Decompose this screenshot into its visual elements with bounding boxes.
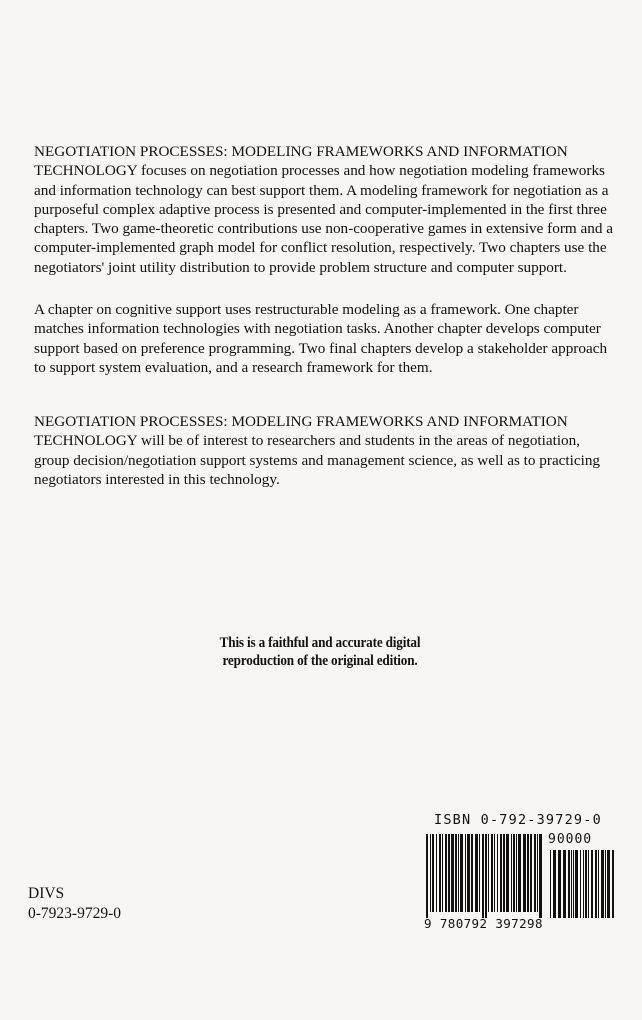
barcode-bar xyxy=(518,834,521,912)
description-paragraph-2: A chapter on cognitive support uses restructurable modeling as a framework. One chapter matches information technologies with negotiation tasks. Another chapter develops computer support based on preference programming. Two final chapters develop a stakeholder approach to support system evaluation, and a research framework for them. xyxy=(34,301,608,376)
addon-bar xyxy=(595,850,597,918)
description-paragraph-1: NEGOTIATION PROCESSES: MODELING FRAMEWORKS AND INFORMATION TECHNOLOGY focuses on negotiation processes and how negotiation modeling frameworks and information technology can best support them. A modeling framework for negotiation as a purposeful complex adaptive process is presented and computer-implemented in the first three chapters. Two game-theoretic contributions use non-cooperative games in extensive form and a computer-implemented graph model for conflict resolution, respectively. Two chapters use the negotiators' joint utility distribution to provide problem structure and computer support. xyxy=(34,143,613,276)
barcode-bar xyxy=(475,834,478,912)
barcode-bar xyxy=(488,834,489,912)
barcode-bar xyxy=(436,834,437,912)
barcode-bar xyxy=(455,834,457,912)
addon-bar xyxy=(573,850,574,918)
addon-bar xyxy=(591,850,593,918)
barcode-bar xyxy=(465,834,466,912)
barcode-bar xyxy=(442,834,443,912)
barcode-bar xyxy=(497,834,498,912)
barcode-bar xyxy=(467,834,470,912)
catalog-code xyxy=(28,884,121,924)
addon-bar xyxy=(607,850,610,918)
notice-line-2: reproduction of the original edition. xyxy=(222,653,418,669)
barcode-bar xyxy=(491,834,493,912)
addon-bar xyxy=(580,850,581,918)
barcode-bar xyxy=(439,834,441,912)
price-code: 90000 xyxy=(548,832,593,847)
isbn-code: 0-7923-9729-0 xyxy=(28,905,121,922)
barcode-bar xyxy=(523,834,526,912)
reproduction-notice xyxy=(144,634,496,670)
barcode-bar xyxy=(445,834,447,912)
barcode-bar xyxy=(426,834,428,918)
addon-bar xyxy=(588,850,589,918)
barcode-bar xyxy=(494,834,495,912)
addon-bar xyxy=(612,850,614,918)
division-code: DIVS xyxy=(28,885,65,902)
barcode-bar xyxy=(530,834,532,912)
barcode-bar xyxy=(471,834,473,912)
addon-bar xyxy=(568,850,570,918)
barcode-bar xyxy=(458,834,459,912)
barcode-bar xyxy=(503,834,505,912)
barcode-bar xyxy=(527,834,529,912)
addon-bar xyxy=(585,850,587,918)
description-paragraph-3: NEGOTIATION PROCESSES: MODELING FRAMEWORKS AND INFORMATION TECHNOLOGY will be of interest to researchers and students in the areas of negotiation, group decision/negotiation support systems and management science, as well as to practicing negotiators interested in this technology. xyxy=(34,413,601,488)
barcode-bar xyxy=(534,834,536,912)
barcode-bar xyxy=(448,834,450,912)
barcode-bar xyxy=(539,834,542,918)
barcode-block xyxy=(424,812,620,938)
isbn-label: ISBN 0-792-39729-0 xyxy=(434,812,602,828)
barcode-bar xyxy=(432,834,434,912)
notice-line-1: This is a faithful and accurate digital xyxy=(219,635,421,651)
barcode-bar xyxy=(513,834,515,912)
barcode-bar xyxy=(516,834,517,912)
barcode-bar xyxy=(451,834,454,912)
addon-bar xyxy=(563,850,566,918)
addon-bar xyxy=(605,850,606,918)
addon-bar xyxy=(575,850,578,918)
addon-bar xyxy=(550,850,551,918)
barcode-bar xyxy=(479,834,480,912)
barcode-bar xyxy=(537,834,538,912)
addon-bar xyxy=(583,850,584,918)
ean-digits: 9 780792 397298 xyxy=(424,916,543,931)
barcode-bar xyxy=(511,834,512,912)
addon-bar xyxy=(571,850,572,918)
addon-bar xyxy=(553,850,556,918)
barcode-bar xyxy=(482,834,484,918)
barcode-bar xyxy=(485,834,487,918)
addon-bar xyxy=(601,850,604,918)
addon-bar xyxy=(558,850,561,918)
barcode-bar xyxy=(500,834,502,912)
barcode-bar xyxy=(506,834,509,912)
barcode-bar xyxy=(460,834,463,912)
addon-bar xyxy=(598,850,599,918)
barcode-bar xyxy=(430,834,431,912)
